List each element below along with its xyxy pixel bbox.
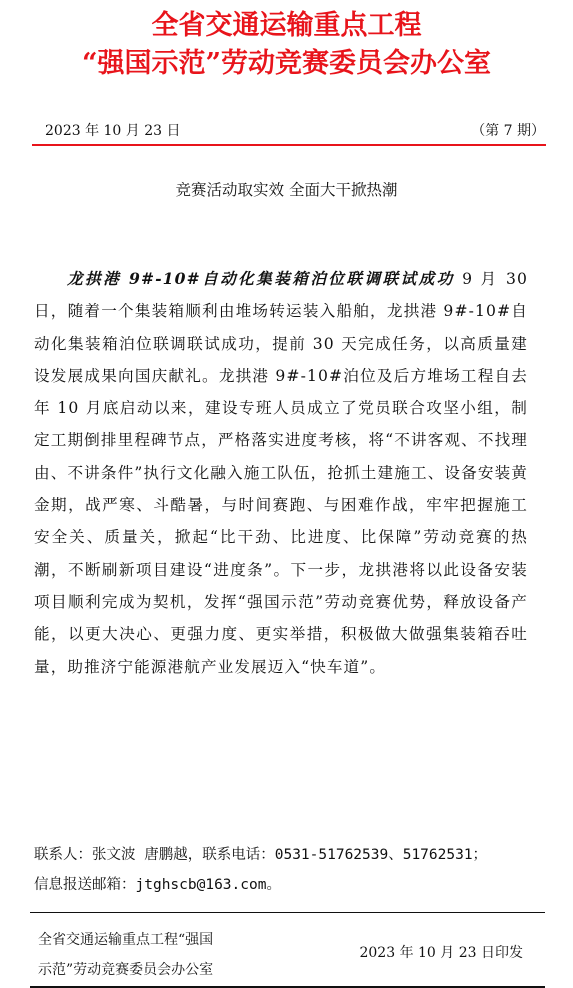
bulletin-subject: 竞赛活动取实效 全面大干掀热潮 (175, 181, 398, 199)
footer-divider-bottom (30, 986, 545, 988)
footer-org-line2: 示范”劳动竞赛委员会办公室 (38, 962, 214, 978)
footer-org (38, 925, 258, 985)
contact-block (34, 840, 487, 900)
article-text: 9 月 30 日，随着一个集装箱顺利由堆场转运装入船舶，龙拱港 9#-10#自动化集装箱泊位联调联试成功，提前 30 天完成任务，以高质量建设发展成果向国庆献礼。龙拱港 9#-10#泊位及后方堆场工程自去年 10 月底启动以来，建设专班人员成立了党员联合攻坚小组，制定工期倒排里程碑节点，严格落实进度考核，将“不讲客观、不找理由、不讲条件”执行文化融入施工队伍，抢抓土建施工、设备安装黄金期，战严寒、斗酷暑，与时间赛跑、与困难作战，牢牢把握施工安全关、质量关，掀起“比干劲、比进度、比保障”劳动竞赛的热潮，不断刷新项目建设“进度条”。下一步，龙拱港将以此设备安装项目顺利完成为契机，发挥“强国示范”劳动竞赛优势，释放设备产能，以更大决心、更强力度、更实举措，积极做大做强集装箱吞吐量，助推济宁能源港航产业发展迈入“快车道”。 (34, 270, 529, 676)
article-lead: 龙拱港 9#-10#自动化集装箱泊位联调联试成功 (67, 269, 455, 288)
issue-date: 2023 年 10 月 23 日 (45, 123, 181, 139)
footer-divider-top (30, 912, 545, 913)
header-title-line1: 全省交通运输重点工程 (151, 10, 422, 41)
issue-number: （第 7 期） (471, 123, 545, 139)
contact-people: 联系人：张文波 唐鹏越，联系电话：0531-51762539、51762531； (34, 847, 488, 863)
footer-org-line1: 全省交通运输重点工程“强国 (38, 932, 214, 948)
contact-email: 信息报送邮箱：jtghscb@163.com。 (34, 877, 281, 893)
footer-print-date: 2023 年 10 月 23 日印发 (359, 945, 523, 961)
article-body (34, 263, 528, 683)
header-divider (32, 144, 546, 146)
header-title-line2: “强国示范”劳动竞赛委员会办公室 (81, 48, 492, 79)
